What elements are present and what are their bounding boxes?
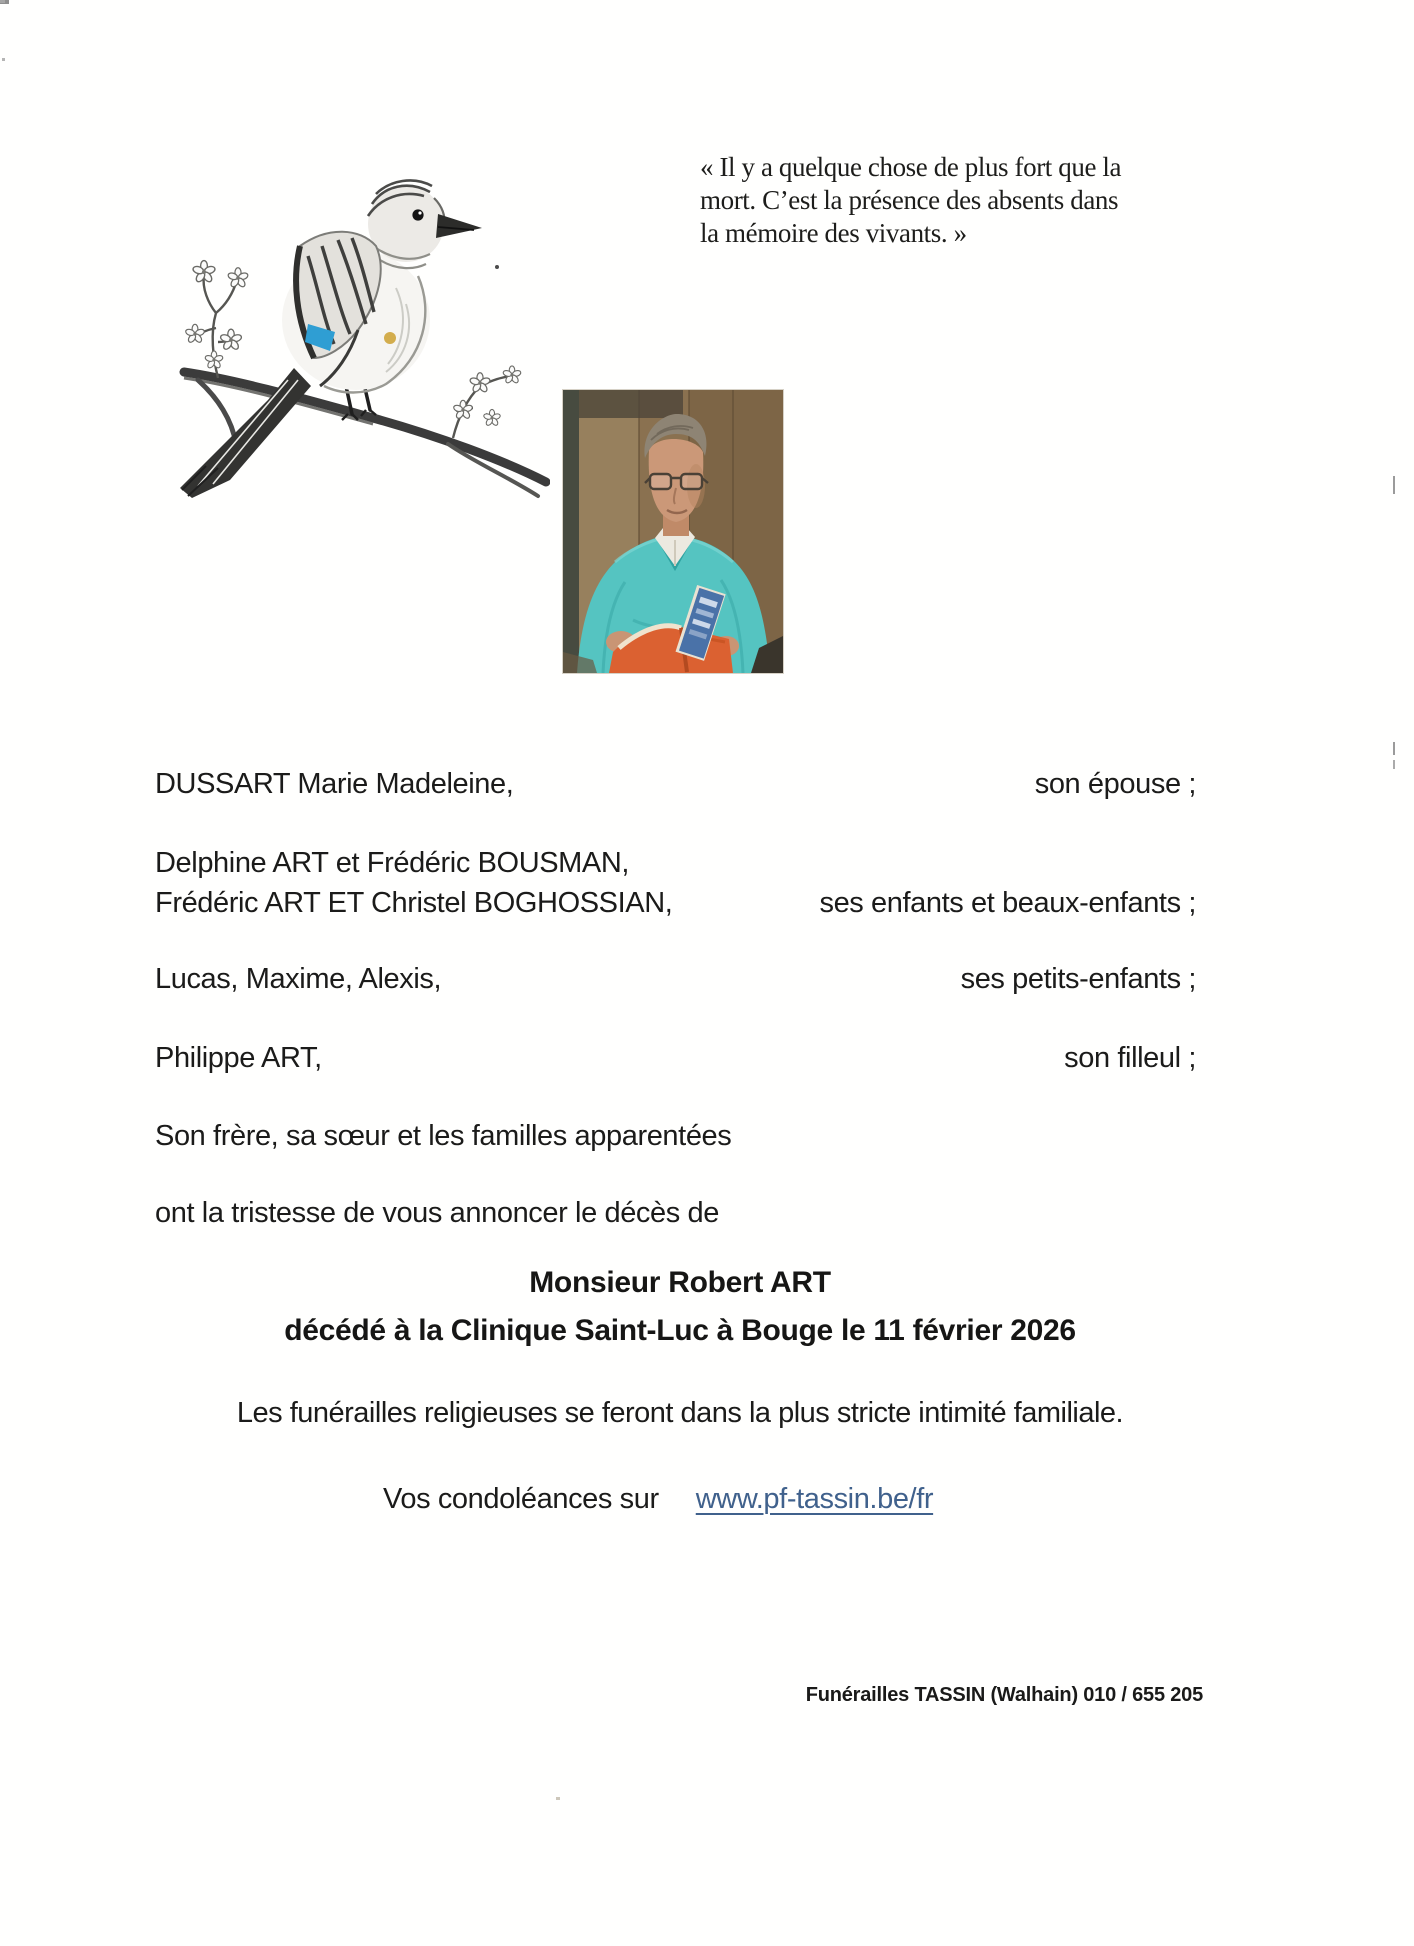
- scan-artifact: [1393, 760, 1395, 769]
- family-relation: son filleul ;: [1064, 1042, 1196, 1074]
- scan-artifact: [556, 1797, 560, 1800]
- funeral-home-footer: Funérailles TASSIN (Walhain) 010 / 655 205: [805, 1684, 1203, 1706]
- condolences-link[interactable]: www.pf-tassin.be/fr: [695, 1483, 934, 1515]
- condolences-label: Vos condoléances sur: [383, 1483, 659, 1515]
- family-relation: ses petits-enfants ;: [960, 963, 1196, 995]
- funeral-notice: Les funérailles religieuses se feront dans la plus stricte intimité familiale.: [236, 1397, 1124, 1429]
- family-name: Frédéric ART ET Christel BOGHOSSIAN,: [155, 887, 673, 919]
- condolences-line: [383, 1483, 933, 1516]
- family-relation: ses enfants et beaux-enfants ;: [819, 887, 1196, 919]
- scan-artifact: [1393, 742, 1395, 755]
- family-name: Delphine ART et Frédéric BOUSMAN,: [155, 847, 630, 879]
- scan-artifact: [0, 0, 5, 3]
- family-name: Philippe ART,: [155, 1042, 322, 1074]
- family-relation: son épouse ;: [1034, 768, 1196, 800]
- portrait-photo: [563, 390, 783, 673]
- scan-artifact: [1393, 476, 1395, 494]
- quote-line-2: mort. C’est la présence des absents dans: [700, 185, 1119, 215]
- family-name: Son frère, sa sœur et les familles apparentées: [155, 1120, 732, 1152]
- scan-artifact: [2, 58, 5, 61]
- deceased-name: Monsieur Robert ART: [529, 1266, 831, 1299]
- announcement-line: ont la tristesse de vous annoncer le décès de: [155, 1197, 719, 1229]
- quote-line-3: la mémoire des vivants. »: [700, 218, 967, 248]
- family-row-siblings: [155, 1118, 1196, 1154]
- bird-sketch-illustration: [118, 128, 550, 512]
- family-name: DUSSART Marie Madeleine,: [155, 768, 514, 800]
- death-details: décédé à la Clinique Saint-Luc à Bouge le 11 février 2026: [284, 1314, 1076, 1347]
- family-name: Lucas, Maxime, Alexis,: [155, 963, 442, 995]
- quote-line-1: « Il y a quelque chose de plus fort que la: [700, 152, 1122, 182]
- memorial-quote: [700, 151, 1180, 250]
- family-names: [155, 843, 672, 923]
- family-row-grandchildren: [155, 961, 1196, 997]
- family-row-godson: [155, 1040, 1196, 1076]
- family-row-spouse: [155, 766, 1196, 802]
- family-row-children: [155, 843, 1196, 923]
